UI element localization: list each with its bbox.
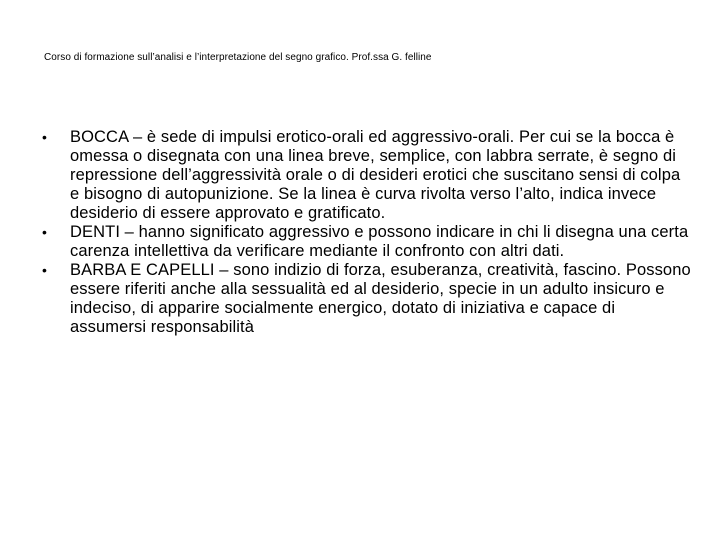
bullet-text: DENTI – hanno significato aggressivo e possono indicare in chi li disegna una certa carenza intellettiva da verificare mediante il confronto con altri dati. xyxy=(70,223,689,260)
bullet-list xyxy=(42,128,692,337)
bullet-icon: • xyxy=(42,262,48,278)
bullet-text: BOCCA – è sede di impulsi erotico-orali ed aggressivo-orali. Per cui se la bocca è omessa o disegnata con una linea breve, semplice, con labbra serrate, è segno di repressione dell’aggressività orale o di desideri erotici che suscitano sensi di colpa e bisogno di autopunizione. Se la linea è curva rivolta verso l’alto, indica invece desiderio di essere approvato e gratificato. xyxy=(70,128,681,222)
bullet-icon: • xyxy=(42,224,48,240)
bullet-item-bocca xyxy=(42,128,692,223)
slide-header: Corso di formazione sull’analisi e l’interpretazione del segno grafico. Prof.ssa G. felline xyxy=(44,52,432,63)
bullet-text: BARBA E CAPELLI – sono indizio di forza, esuberanza, creatività, fascino. Possono essere riferiti anche alla sessualità ed al desiderio, specie in un adulto insicuro e indeciso, di apparire socialmente energico, dotato di iniziativa e capace di assumersi responsabilità xyxy=(70,261,691,336)
bullet-item-barba-capelli xyxy=(42,261,692,337)
bullet-item-denti xyxy=(42,223,692,261)
bullet-icon: • xyxy=(42,129,48,145)
